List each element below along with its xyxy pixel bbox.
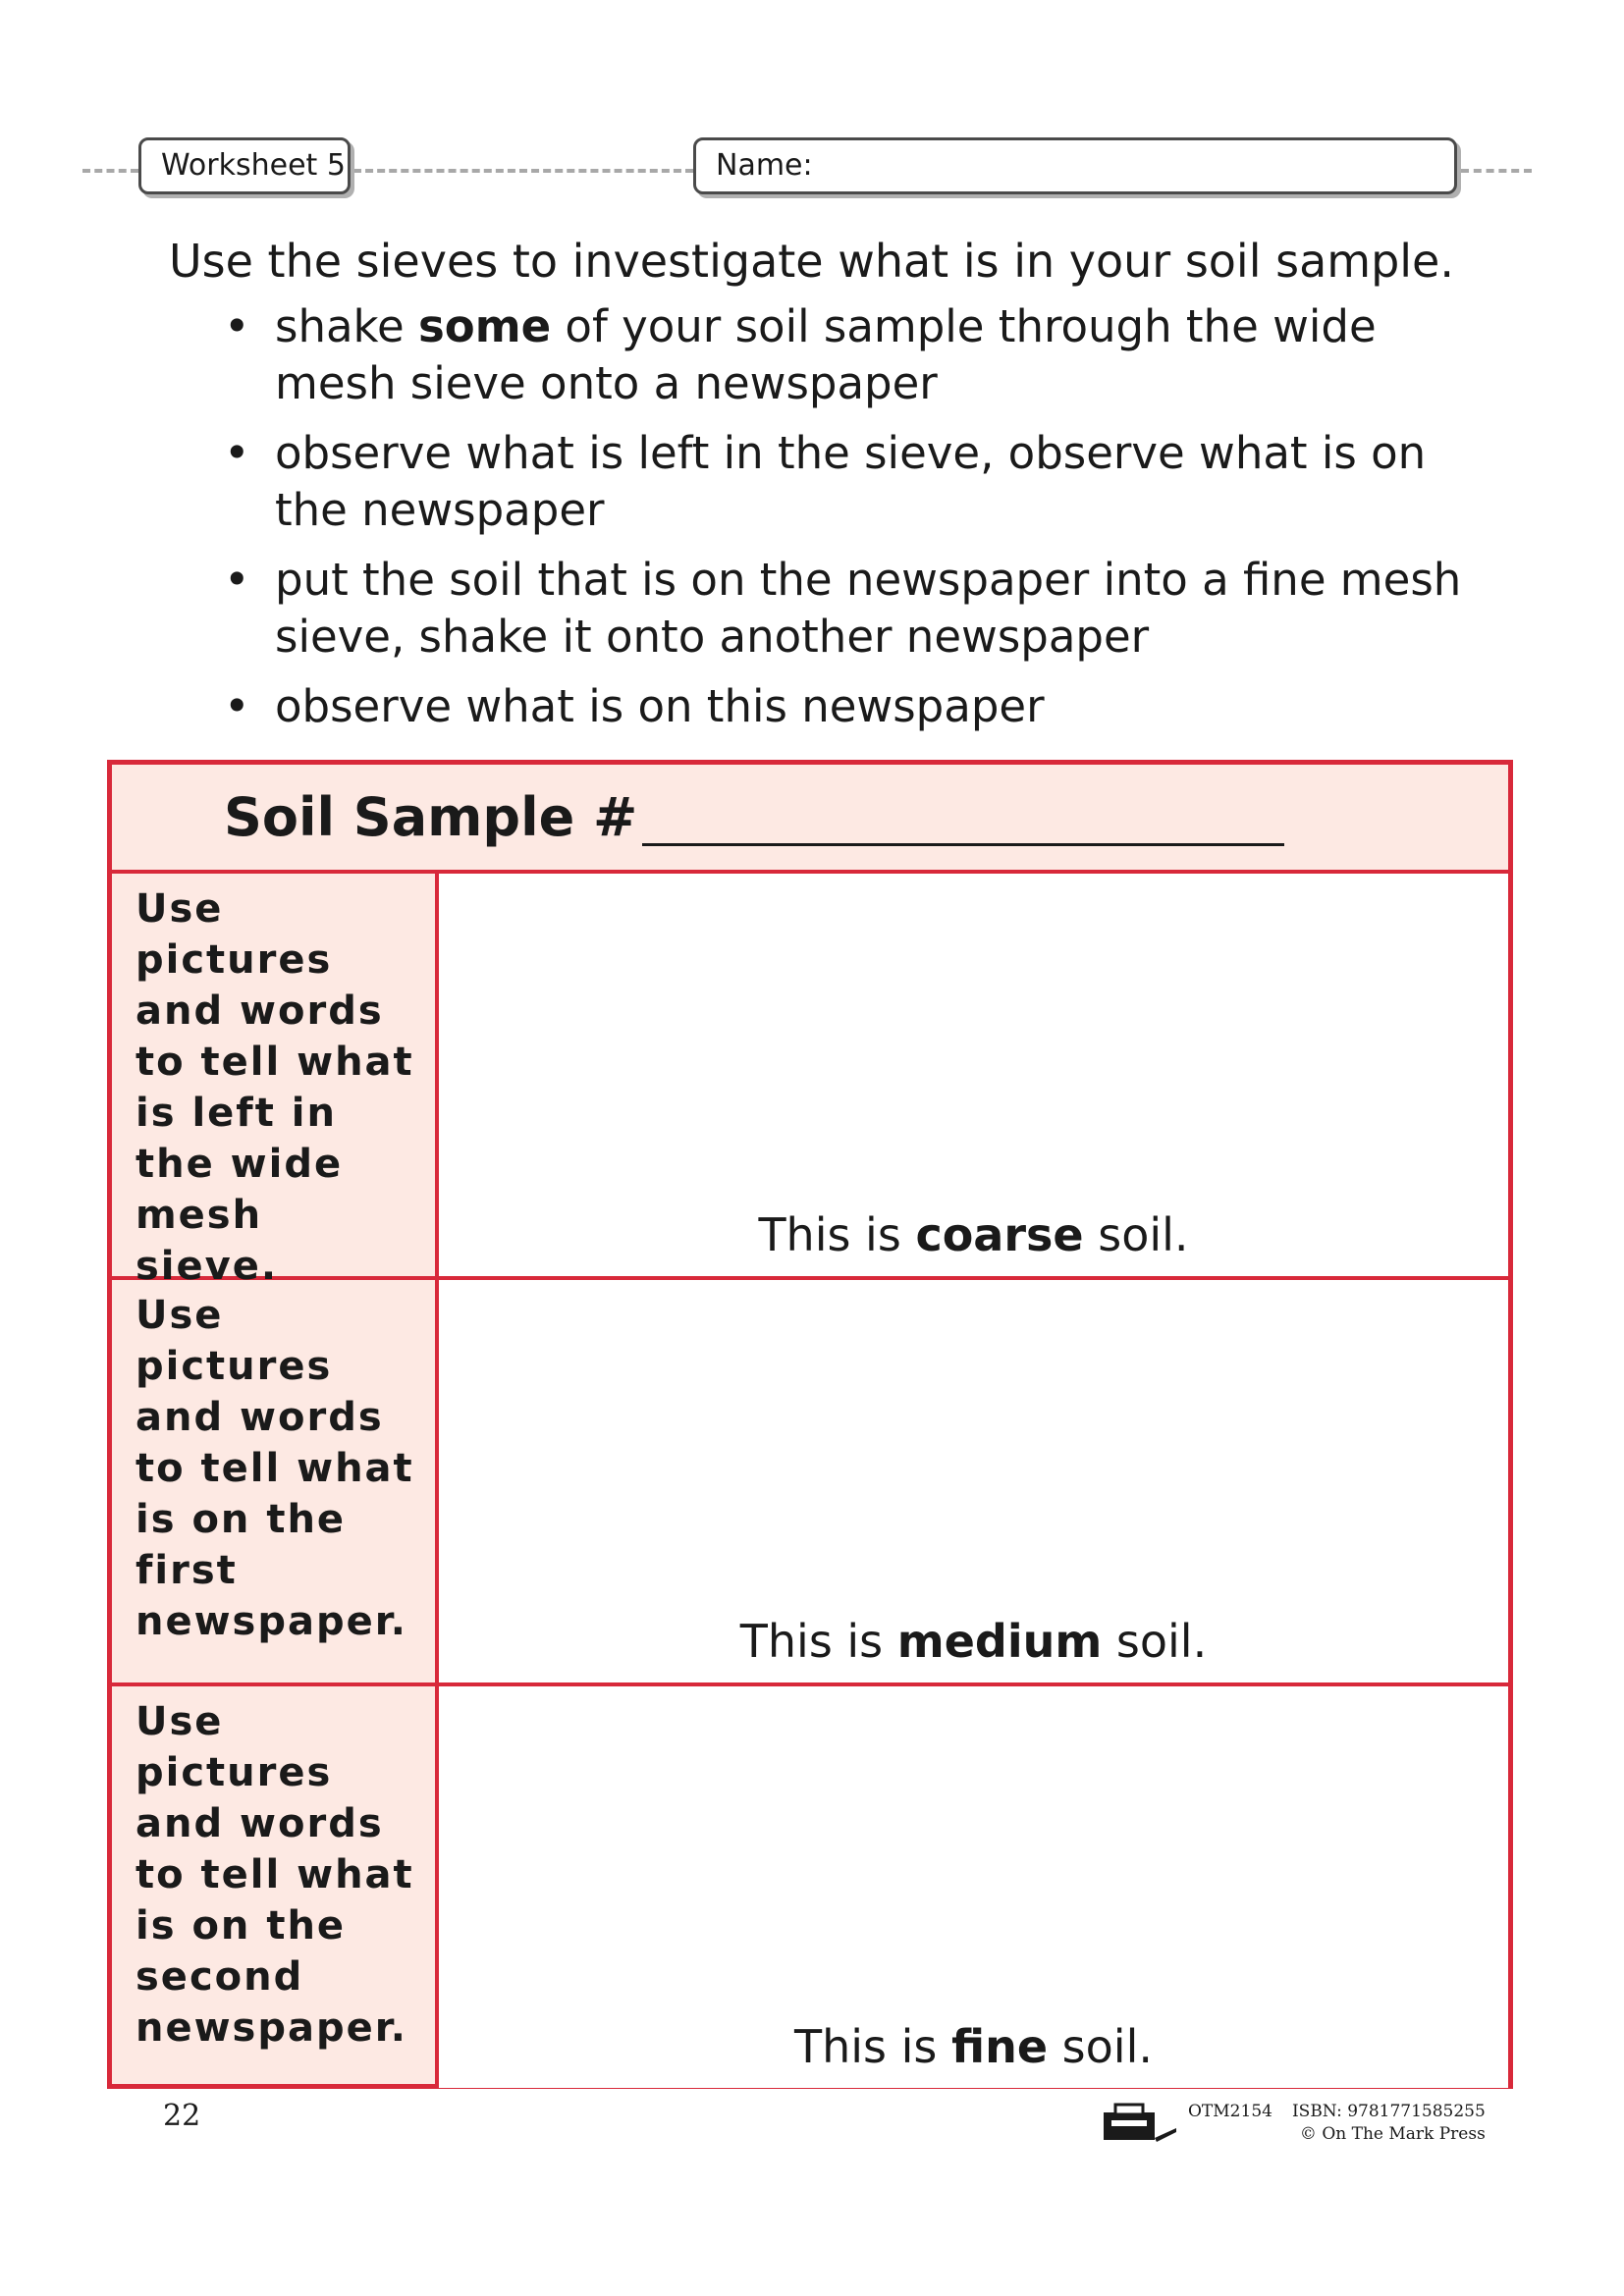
copier-icon [1102, 2103, 1180, 2148]
instruction-list [224, 298, 1500, 748]
row-label: Use pictures and words to tell what is on the first newspaper. [112, 1280, 439, 1682]
drawing-area-medium[interactable] [439, 1280, 1508, 1682]
dashed-rule-middle [353, 169, 693, 173]
product-code: OTM2154 [1188, 2102, 1272, 2121]
dashed-rule-left [82, 169, 138, 173]
instruction-item: • observe what is on this newspaper [224, 678, 1500, 735]
table-header [112, 765, 1508, 874]
row-label: Use pictures and words to tell what is on the second newspaper. [112, 1686, 439, 2088]
drawing-area-fine[interactable] [439, 1686, 1508, 2088]
table-row-fine [112, 1686, 1508, 2088]
table-row-medium [112, 1280, 1508, 1686]
row-caption: This is coarse soil. [758, 1208, 1189, 1261]
drawing-area-coarse[interactable] [439, 874, 1508, 1276]
name-label: Name: [716, 148, 813, 183]
instruction-item: • put the soil that is on the newspaper into a fine mesh sieve, shake it onto another newspaper [224, 552, 1500, 666]
table-row-coarse [112, 874, 1508, 1289]
publisher-info [1188, 2101, 1486, 2146]
soil-sample-table [107, 760, 1513, 2089]
row-caption: This is medium soil. [739, 1615, 1208, 1668]
dashed-rule-right [1461, 169, 1532, 173]
worksheet-label: Worksheet 5 [138, 137, 351, 194]
copyright: © On The Mark Press [1299, 2124, 1486, 2144]
row-caption: This is fine soil. [794, 2020, 1153, 2073]
instruction-item: • observe what is left in the sieve, observe what is on the newspaper [224, 425, 1500, 539]
isbn: ISBN: 9781771585255 [1291, 2102, 1486, 2121]
instruction-item: • shake some of your soil sample through the wide mesh sieve onto a newspaper [224, 298, 1500, 412]
row-label: Use pictures and words to tell what is left in the wide mesh sieve. [112, 874, 439, 1276]
soil-sample-title: Soil Sample # [224, 786, 638, 848]
intro-text: Use the sieves to investigate what is in your soil sample. [169, 235, 1454, 288]
page-number: 22 [163, 2099, 201, 2133]
sample-number-blank[interactable] [642, 843, 1284, 846]
name-field[interactable] [693, 137, 1457, 194]
